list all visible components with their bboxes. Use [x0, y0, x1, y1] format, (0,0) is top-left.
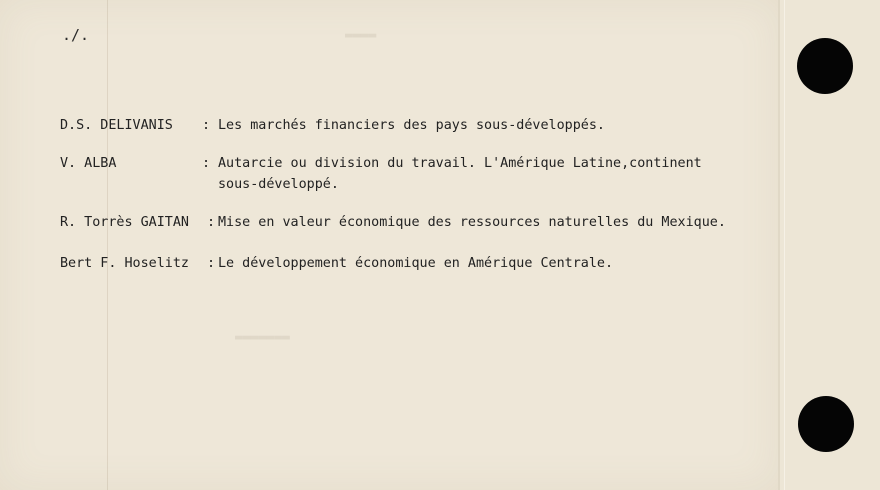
entry-author: Bert F. Hoselitz	[60, 256, 189, 271]
entry-title: Mise en valeur économique des ressources naturelles du Mexique.	[218, 215, 726, 230]
entry-colon: :	[202, 156, 211, 171]
entry-title: Les marchés financiers des pays sous-développés.	[218, 118, 605, 133]
entry-colon: :	[207, 215, 216, 230]
card-edge-highlight	[784, 0, 785, 490]
show-through-mark: ▬▬▬▬	[345, 28, 377, 43]
punch-hole-top	[797, 38, 853, 94]
entry-colon: :	[207, 256, 216, 271]
entry-author: R. Torrès GAITAN	[60, 215, 189, 230]
entry-author: D.S. DELIVANIS	[60, 118, 173, 133]
entry-colon: :	[202, 118, 211, 133]
punch-hole-bottom	[798, 396, 854, 452]
show-through-mark-2: ▬▬▬▬▬▬▬	[235, 330, 290, 345]
entry-title: Le développement économique en Amérique Centrale.	[218, 256, 614, 271]
page-continuation-mark: ./.	[62, 26, 90, 44]
entry-title: Autarcie ou division du travail. L'Amérique Latine,continent sous-développé.	[218, 156, 702, 192]
entry-author: V. ALBA	[60, 156, 117, 171]
margin-line	[107, 0, 108, 490]
